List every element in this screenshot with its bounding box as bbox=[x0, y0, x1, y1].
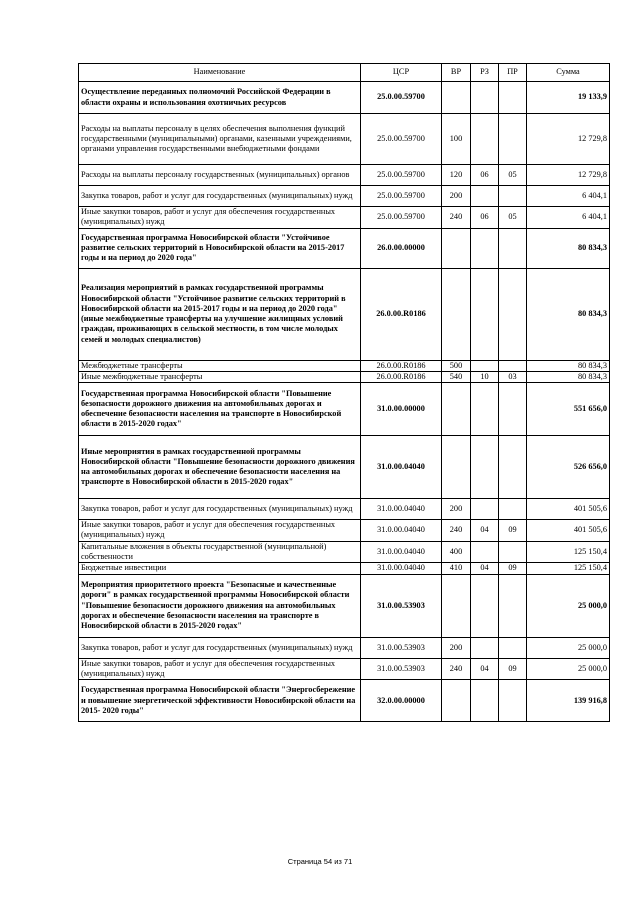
cell-name: Иные закупки товаров, работ и услуг для обеспечения государственных (муниципальных) нужд bbox=[79, 658, 361, 680]
cell-sum: 19 133,9 bbox=[527, 82, 610, 114]
cell-vr bbox=[442, 436, 471, 499]
cell-sum: 25 000,0 bbox=[527, 637, 610, 658]
table-row bbox=[79, 658, 610, 680]
cell-sum: 25 000,0 bbox=[527, 658, 610, 680]
cell-csr: 26.0.00.R0186 bbox=[361, 360, 442, 371]
cell-name: Межбюджетные трансферты bbox=[79, 360, 361, 371]
cell-csr: 32.0.00.00000 bbox=[361, 680, 442, 722]
cell-csr: 31.0.00.04040 bbox=[361, 520, 442, 542]
table-header-row bbox=[79, 64, 610, 82]
header-pr: ПР bbox=[499, 64, 527, 82]
cell-pr bbox=[499, 268, 527, 360]
cell-pr bbox=[499, 82, 527, 114]
cell-sum: 12 729,8 bbox=[527, 114, 610, 165]
cell-sum: 125 150,4 bbox=[527, 563, 610, 574]
table-row bbox=[79, 114, 610, 165]
header-name: Наименование bbox=[79, 64, 361, 82]
table-row bbox=[79, 207, 610, 229]
cell-name: Государственная программа Новосибирской области "Энергосбережение и повышение энергетической эффективности Новосибирской области на 2015- 2020 годы" bbox=[79, 680, 361, 722]
cell-name: Государственная программа Новосибирской области "Повышение безопасности дорожного движения на автомобильных дорогах и обеспечение безопасности населения на транспорте в Новосибирской области в 2015-2020 годах" bbox=[79, 383, 361, 436]
table-row bbox=[79, 541, 610, 563]
cell-rz: 04 bbox=[471, 520, 499, 542]
cell-csr: 31.0.00.53903 bbox=[361, 637, 442, 658]
table-row bbox=[79, 268, 610, 360]
cell-name: Реализация мероприятий в рамках государственной программы Новосибирской области "Устойчивое развитие сельских территорий в Новосибирской области на 2015-2017 годы и на период до 2020 года" (иные межбюджетные трансферты на улучшение жилищных условий граждан, проживающих в сельской местности, в том числе молодых семей и молодых специалистов) bbox=[79, 268, 361, 360]
cell-name: Иные закупки товаров, работ и услуг для обеспечения государственных (муниципальных) нужд bbox=[79, 207, 361, 229]
cell-rz bbox=[471, 82, 499, 114]
table-row bbox=[79, 499, 610, 520]
table-row bbox=[79, 637, 610, 658]
cell-vr: 540 bbox=[442, 371, 471, 382]
cell-vr: 100 bbox=[442, 114, 471, 165]
table-row bbox=[79, 383, 610, 436]
cell-pr bbox=[499, 574, 527, 637]
table-row bbox=[79, 82, 610, 114]
cell-name: Расходы на выплаты персоналу государственных (муниципальных) органов bbox=[79, 165, 361, 186]
cell-csr: 26.0.00.00000 bbox=[361, 228, 442, 268]
cell-name: Закупка товаров, работ и услуг для государственных (муниципальных) нужд bbox=[79, 637, 361, 658]
cell-csr: 25.0.00.59700 bbox=[361, 186, 442, 207]
cell-csr: 31.0.00.04040 bbox=[361, 499, 442, 520]
cell-vr: 410 bbox=[442, 563, 471, 574]
cell-rz bbox=[471, 436, 499, 499]
cell-csr: 31.0.00.53903 bbox=[361, 574, 442, 637]
cell-vr: 240 bbox=[442, 207, 471, 229]
cell-vr: 240 bbox=[442, 658, 471, 680]
header-csr: ЦСР bbox=[361, 64, 442, 82]
cell-csr: 25.0.00.59700 bbox=[361, 114, 442, 165]
cell-csr: 31.0.00.00000 bbox=[361, 383, 442, 436]
cell-pr bbox=[499, 114, 527, 165]
page-number: Страница 54 из 71 bbox=[287, 857, 353, 866]
cell-name: Расходы на выплаты персоналу в целях обеспечения выполнения функций государственными (муниципальными) органами, казенными учреждениями, органами управления государственными внебюджетными фондами bbox=[79, 114, 361, 165]
cell-name: Иные межбюджетные трансферты bbox=[79, 371, 361, 382]
cell-sum: 80 834,3 bbox=[527, 228, 610, 268]
cell-name: Иные мероприятия в рамках государственной программы Новосибирской области "Повышение безопасности дорожного движения на автомобильных дорогах и обеспечение безопасности населения на транспорте в Новосибирской области в 2015-2020 годах" bbox=[79, 436, 361, 499]
cell-vr: 200 bbox=[442, 499, 471, 520]
cell-csr: 26.0.00.R0186 bbox=[361, 268, 442, 360]
cell-csr: 25.0.00.59700 bbox=[361, 207, 442, 229]
header-sum: Сумма bbox=[527, 64, 610, 82]
cell-pr: 03 bbox=[499, 371, 527, 382]
cell-pr bbox=[499, 228, 527, 268]
cell-sum: 12 729,8 bbox=[527, 165, 610, 186]
cell-pr: 09 bbox=[499, 520, 527, 542]
cell-pr bbox=[499, 436, 527, 499]
cell-sum: 551 656,0 bbox=[527, 383, 610, 436]
table-row bbox=[79, 563, 610, 574]
cell-pr bbox=[499, 680, 527, 722]
cell-rz: 10 bbox=[471, 371, 499, 382]
cell-rz bbox=[471, 360, 499, 371]
cell-pr bbox=[499, 383, 527, 436]
cell-pr bbox=[499, 360, 527, 371]
cell-rz: 04 bbox=[471, 658, 499, 680]
cell-pr bbox=[499, 541, 527, 563]
cell-csr: 31.0.00.04040 bbox=[361, 563, 442, 574]
cell-csr: 25.0.00.59700 bbox=[361, 165, 442, 186]
cell-vr: 120 bbox=[442, 165, 471, 186]
cell-pr bbox=[499, 499, 527, 520]
cell-vr bbox=[442, 574, 471, 637]
table-row bbox=[79, 186, 610, 207]
cell-name: Государственная программа Новосибирской области "Устойчивое развитие сельских территорий в Новосибирской области на 2015-2017 годы и на период до 2020 года" bbox=[79, 228, 361, 268]
cell-sum: 6 404,1 bbox=[527, 207, 610, 229]
cell-rz bbox=[471, 574, 499, 637]
cell-sum: 139 916,8 bbox=[527, 680, 610, 722]
header-vr: ВР bbox=[442, 64, 471, 82]
cell-csr: 31.0.00.53903 bbox=[361, 658, 442, 680]
cell-pr: 09 bbox=[499, 658, 527, 680]
table-row bbox=[79, 165, 610, 186]
table-row bbox=[79, 574, 610, 637]
table-row bbox=[79, 371, 610, 382]
table-row bbox=[79, 520, 610, 542]
cell-name: Бюджетные инвестиции bbox=[79, 563, 361, 574]
cell-rz bbox=[471, 637, 499, 658]
cell-vr: 400 bbox=[442, 541, 471, 563]
cell-csr: 26.0.00.R0186 bbox=[361, 371, 442, 382]
cell-rz bbox=[471, 499, 499, 520]
cell-csr: 31.0.00.04040 bbox=[361, 541, 442, 563]
cell-vr bbox=[442, 268, 471, 360]
cell-vr: 200 bbox=[442, 186, 471, 207]
cell-pr: 05 bbox=[499, 165, 527, 186]
header-rz: РЗ bbox=[471, 64, 499, 82]
cell-rz: 06 bbox=[471, 165, 499, 186]
cell-sum: 25 000,0 bbox=[527, 574, 610, 637]
cell-rz bbox=[471, 228, 499, 268]
cell-rz: 04 bbox=[471, 563, 499, 574]
table-row bbox=[79, 228, 610, 268]
cell-rz bbox=[471, 268, 499, 360]
cell-rz bbox=[471, 680, 499, 722]
cell-name: Капитальные вложения в объекты государственной (муниципальной) собственности bbox=[79, 541, 361, 563]
cell-name: Закупка товаров, работ и услуг для государственных (муниципальных) нужд bbox=[79, 499, 361, 520]
cell-sum: 80 834,3 bbox=[527, 371, 610, 382]
cell-vr: 500 bbox=[442, 360, 471, 371]
cell-sum: 401 505,6 bbox=[527, 499, 610, 520]
cell-rz bbox=[471, 114, 499, 165]
table-row bbox=[79, 360, 610, 371]
cell-pr: 09 bbox=[499, 563, 527, 574]
cell-name: Иные закупки товаров, работ и услуг для обеспечения государственных (муниципальных) нужд bbox=[79, 520, 361, 542]
table-row bbox=[79, 436, 610, 499]
cell-rz bbox=[471, 383, 499, 436]
cell-vr bbox=[442, 228, 471, 268]
cell-pr bbox=[499, 186, 527, 207]
cell-sum: 80 834,3 bbox=[527, 360, 610, 371]
budget-table bbox=[78, 63, 610, 722]
cell-rz bbox=[471, 186, 499, 207]
cell-csr: 31.0.00.04040 bbox=[361, 436, 442, 499]
cell-name: Осуществление переданных полномочий Российской Федерации в области охраны и использования охотничьих ресурсов bbox=[79, 82, 361, 114]
cell-vr: 200 bbox=[442, 637, 471, 658]
cell-sum: 80 834,3 bbox=[527, 268, 610, 360]
cell-vr: 240 bbox=[442, 520, 471, 542]
cell-vr bbox=[442, 82, 471, 114]
cell-sum: 526 656,0 bbox=[527, 436, 610, 499]
cell-sum: 401 505,6 bbox=[527, 520, 610, 542]
cell-pr bbox=[499, 637, 527, 658]
cell-pr: 05 bbox=[499, 207, 527, 229]
table-body bbox=[79, 82, 610, 722]
cell-sum: 125 150,4 bbox=[527, 541, 610, 563]
cell-rz bbox=[471, 541, 499, 563]
cell-sum: 6 404,1 bbox=[527, 186, 610, 207]
cell-rz: 06 bbox=[471, 207, 499, 229]
cell-name: Закупка товаров, работ и услуг для государственных (муниципальных) нужд bbox=[79, 186, 361, 207]
cell-vr bbox=[442, 680, 471, 722]
cell-csr: 25.0.00.59700 bbox=[361, 82, 442, 114]
cell-name: Мероприятия приоритетного проекта "Безопасные и качественные дороги" в рамках государственной программы Новосибирской области "Повышение безопасности дорожного движения на автомобильных дорогах и обеспечение безопасности населения на транспорте в Новосибирской области в 2015-2020 годах" bbox=[79, 574, 361, 637]
table-row bbox=[79, 680, 610, 722]
cell-vr bbox=[442, 383, 471, 436]
